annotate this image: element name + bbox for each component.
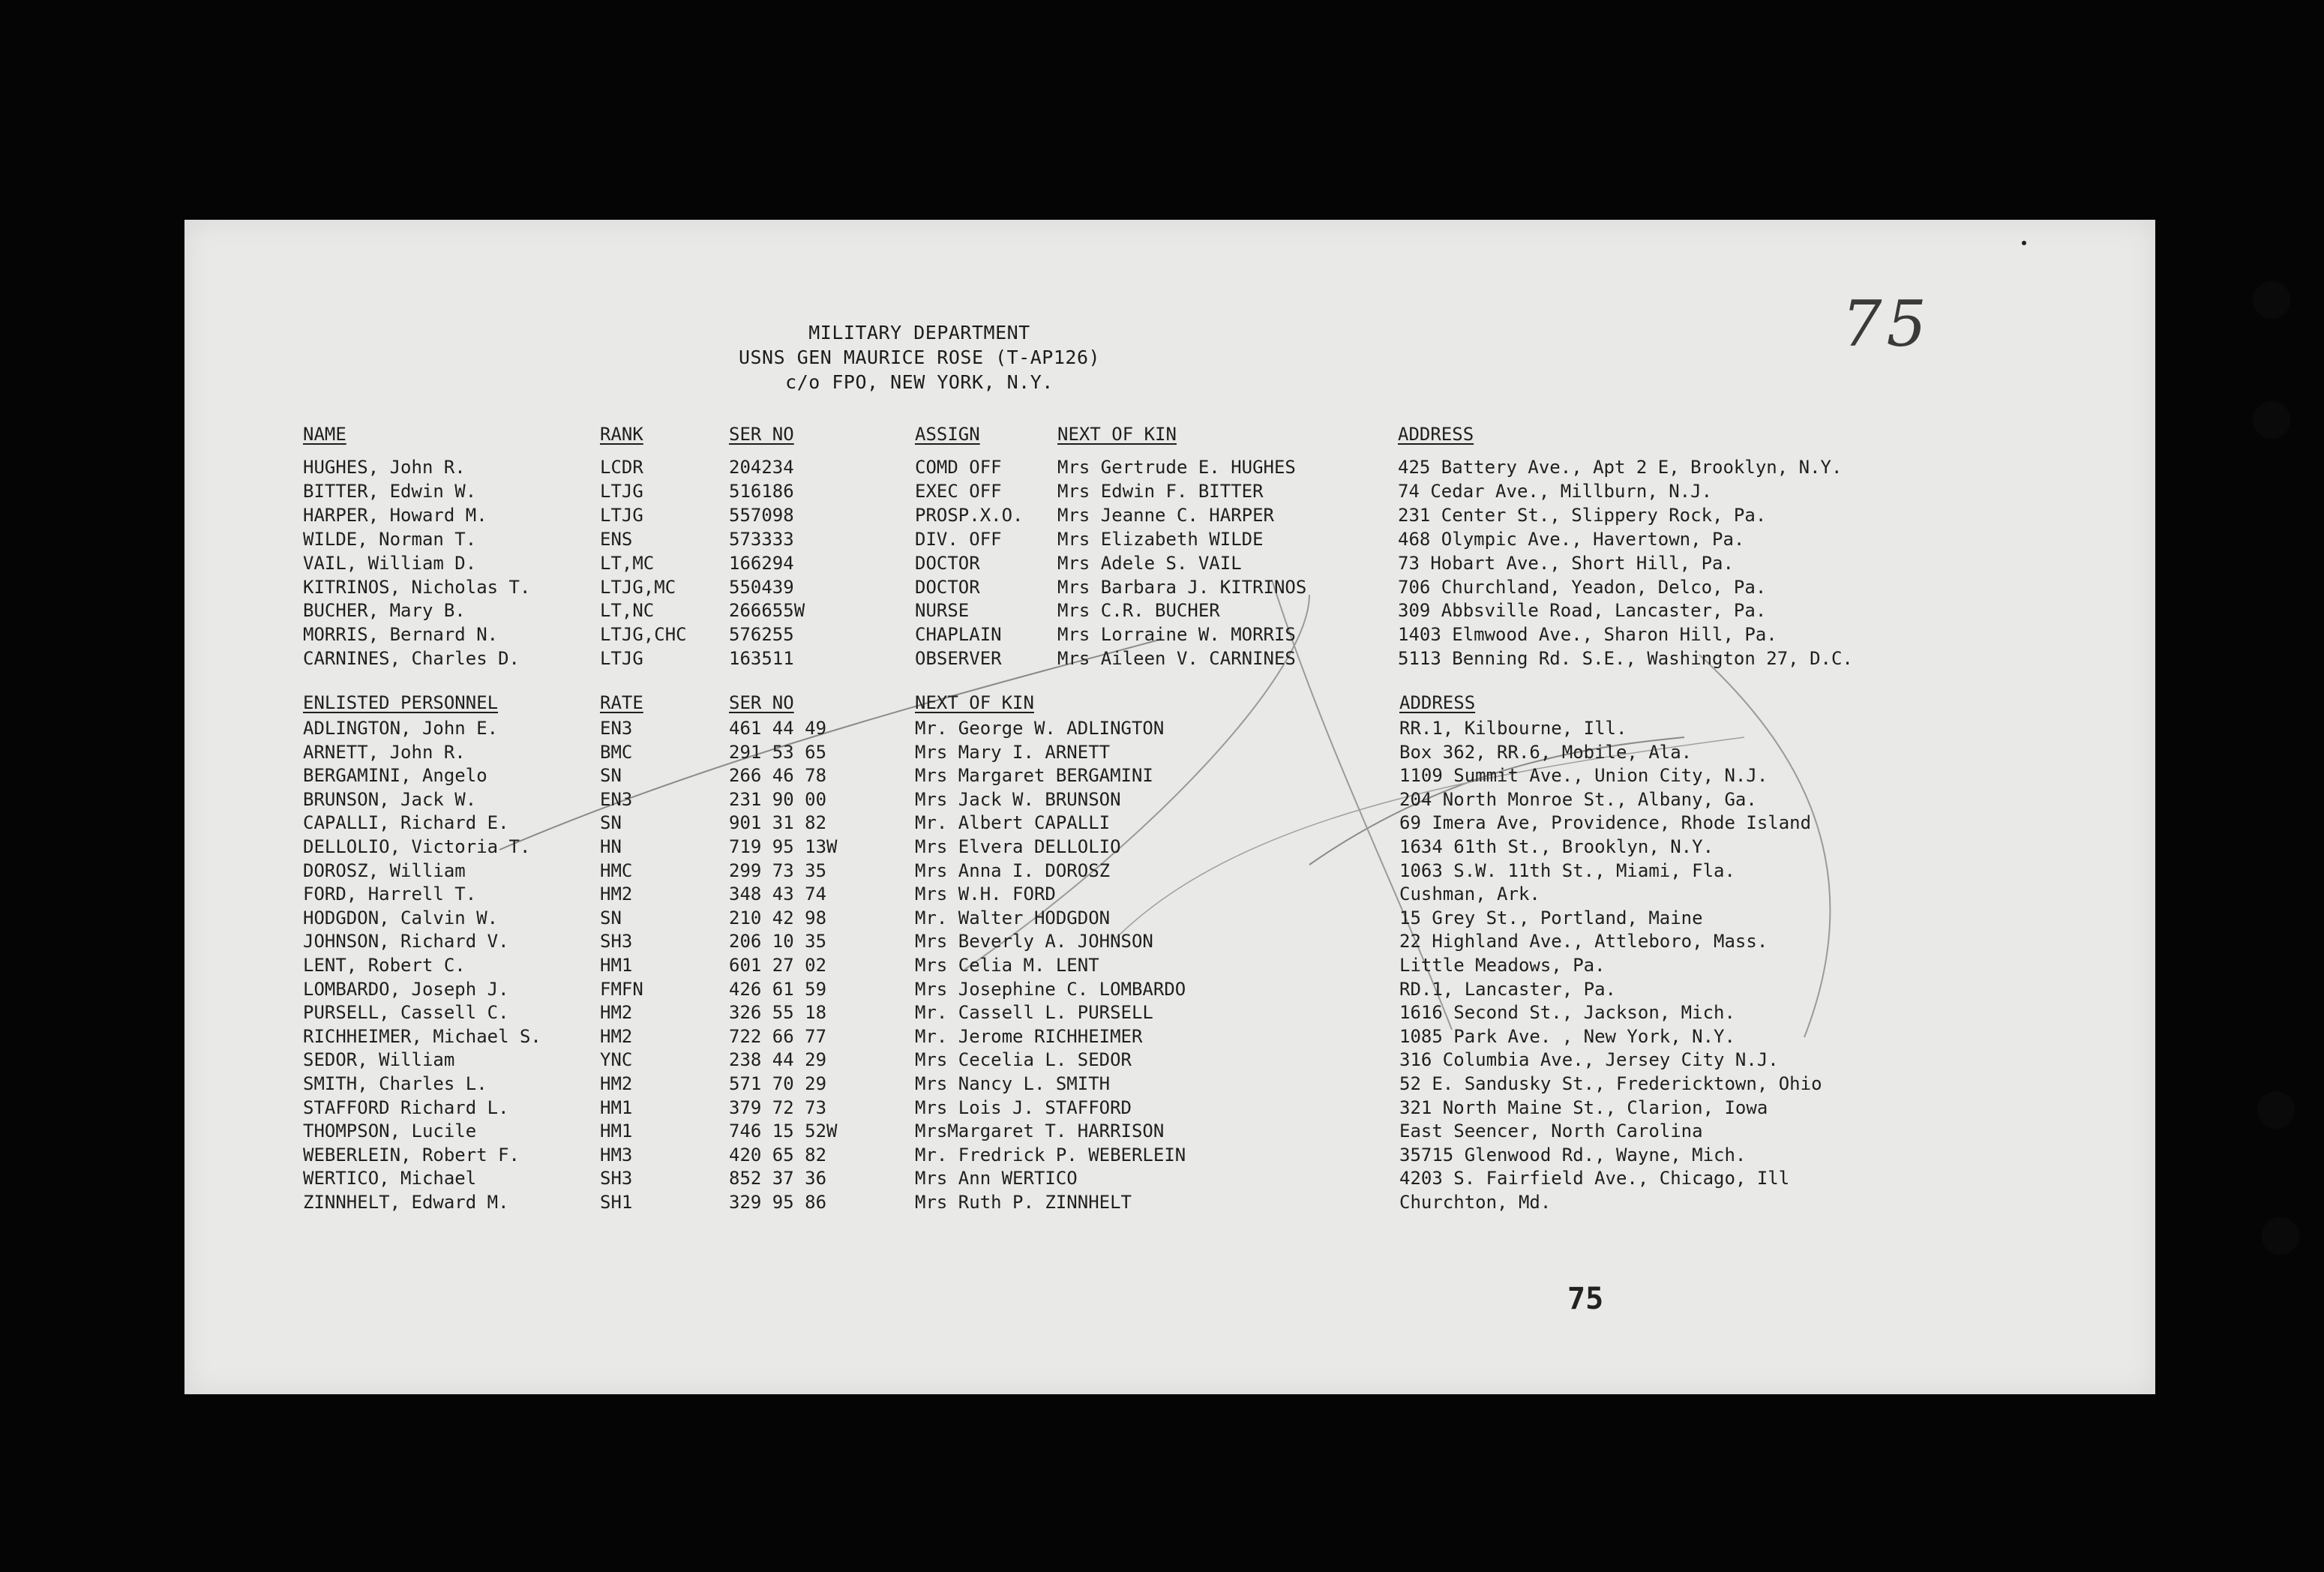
enlisted-address: 1109 Summit Ave., Union City, N.J.	[1399, 765, 1768, 787]
enlisted-header-name: ENLISTED PERSONNEL	[303, 692, 499, 713]
enlisted-address: Box 362, RR.6, Mobile, Ala.	[1399, 741, 1693, 763]
enlisted-name: ARNETT, John R.	[303, 741, 466, 763]
enlisted-ser-no: 901 31 82	[729, 812, 827, 834]
officer-address: 74 Cedar Ave., Millburn, N.J.	[1398, 480, 1713, 502]
enlisted-name: WEBERLEIN, Robert F.	[303, 1144, 520, 1166]
officer-assign: OBSERVER	[915, 648, 1002, 670]
officer-address: 73 Hobart Ave., Short Hill, Pa.	[1398, 552, 1734, 574]
ink-speck	[2022, 241, 2026, 245]
officer-next-of-kin: Mrs Jeanne C. HARPER	[1057, 504, 1274, 526]
enlisted-next-of-kin: Mrs Mary I. ARNETT	[915, 741, 1111, 763]
enlisted-name: HODGDON, Calvin W.	[303, 907, 499, 928]
officer-rank: LT,MC	[600, 552, 655, 574]
enlisted-name: LOMBARDO, Joseph J.	[303, 978, 509, 1000]
officer-assign: DOCTOR	[915, 576, 980, 598]
enlisted-header-ser-no: SER NO	[729, 692, 794, 713]
enlisted-next-of-kin: Mrs Lois J. STAFFORD	[915, 1096, 1132, 1118]
enlisted-next-of-kin: Mr. Fredrick P. WEBERLEIN	[915, 1144, 1186, 1166]
enlisted-next-of-kin: Mrs Beverly A. JOHNSON	[915, 931, 1153, 952]
enlisted-rate: SN	[600, 812, 622, 834]
officer-next-of-kin: Mrs Barbara J. KITRINOS	[1057, 576, 1307, 598]
enlisted-next-of-kin: Mrs Margaret BERGAMINI	[915, 765, 1153, 787]
enlisted-address: 204 North Monroe St., Albany, Ga.	[1399, 788, 1757, 810]
officer-name: HUGHES, John R.	[303, 457, 466, 478]
officer-name: KITRINOS, Nicholas T.	[303, 576, 531, 598]
enlisted-next-of-kin: Mrs Ruth P. ZINNHELT	[915, 1192, 1132, 1213]
officer-name: BUCHER, Mary B.	[303, 600, 466, 622]
enlisted-header-next-of-kin: NEXT OF KIN	[915, 692, 1034, 713]
enlisted-ser-no: 291 53 65	[729, 741, 827, 763]
enlisted-header-rate: RATE	[600, 692, 643, 713]
officers-header-next-of-kin: NEXT OF KIN	[1057, 424, 1177, 445]
enlisted-ser-no: 379 72 73	[729, 1096, 827, 1118]
bottom-page-mark: 75	[1567, 1282, 1604, 1316]
officers-header-rank: RANK	[600, 424, 643, 445]
enlisted-address: 35715 Glenwood Rd., Wayne, Mich.	[1399, 1144, 1747, 1166]
enlisted-next-of-kin: Mrs Cecelia L. SEDOR	[915, 1049, 1132, 1071]
officer-next-of-kin: Mrs Edwin F. BITTER	[1057, 480, 1264, 502]
enlisted-rate: SN	[600, 765, 622, 787]
enlisted-next-of-kin: Mrs Ann WERTICO	[915, 1168, 1078, 1190]
officer-rank: LTJG	[600, 504, 643, 526]
enlisted-ser-no: 601 27 02	[729, 955, 827, 976]
enlisted-ser-no: 326 55 18	[729, 1002, 827, 1024]
officer-address: 231 Center St., Slippery Rock, Pa.	[1398, 504, 1767, 526]
officer-name: VAIL, William D.	[303, 552, 477, 574]
officer-rank: LTJG	[600, 480, 643, 502]
officer-ser-no: 573333	[729, 528, 794, 550]
officer-rank: ENS	[600, 528, 633, 550]
enlisted-address: 1616 Second St., Jackson, Mich.	[1399, 1002, 1735, 1024]
officer-assign: DIV. OFF	[915, 528, 1002, 550]
enlisted-ser-no: 238 44 29	[729, 1049, 827, 1071]
enlisted-name: SEDOR, William	[303, 1049, 455, 1071]
enlisted-rate: EN3	[600, 718, 633, 739]
officer-assign: NURSE	[915, 600, 970, 622]
officer-next-of-kin: Mrs Gertrude E. HUGHES	[1057, 457, 1296, 478]
enlisted-rate: SN	[600, 907, 622, 928]
enlisted-next-of-kin: Mr. Jerome RICHHEIMER	[915, 1025, 1143, 1047]
enlisted-ser-no: 348 43 74	[729, 884, 827, 905]
officer-ser-no: 204234	[729, 457, 794, 478]
enlisted-next-of-kin: Mrs Elvera DELLOLIO	[915, 836, 1121, 857]
enlisted-rate: HM1	[600, 955, 633, 976]
header-address: c/o FPO, NEW YORK, N.Y.	[785, 371, 1054, 393]
enlisted-next-of-kin: Mr. Albert CAPALLI	[915, 812, 1111, 834]
punch-hole-3	[2257, 1091, 2295, 1129]
enlisted-rate: EN3	[600, 788, 633, 810]
enlisted-name: RICHHEIMER, Michael S.	[303, 1025, 541, 1047]
enlisted-next-of-kin: Mrs Nancy L. SMITH	[915, 1073, 1111, 1094]
enlisted-name: PURSELL, Cassell C.	[303, 1002, 509, 1024]
enlisted-rate: SH3	[600, 931, 633, 952]
enlisted-ser-no: 231 90 00	[729, 788, 827, 810]
enlisted-ser-no: 746 15 52W	[729, 1120, 838, 1142]
officer-ser-no: 576255	[729, 624, 794, 646]
officers-header-assign: ASSIGN	[915, 424, 980, 445]
punch-hole-1	[2253, 281, 2290, 319]
officer-next-of-kin: Mrs C.R. BUCHER	[1057, 600, 1220, 622]
officer-rank: LCDR	[600, 457, 643, 478]
enlisted-name: ZINNHELT, Edward M.	[303, 1192, 509, 1213]
enlisted-address: 22 Highland Ave., Attleboro, Mass.	[1399, 931, 1768, 952]
officer-next-of-kin: Mrs Adele S. VAIL	[1057, 552, 1242, 574]
officer-address: 425 Battery Ave., Apt 2 E, Brooklyn, N.Y.	[1398, 457, 1843, 478]
enlisted-next-of-kin: Mrs Anna I. DOROSZ	[915, 860, 1111, 881]
officers-header-address: ADDRESS	[1398, 424, 1474, 445]
officer-name: MORRIS, Bernard N.	[303, 624, 499, 646]
enlisted-name: DELLOLIO, Victoria T.	[303, 836, 531, 857]
enlisted-next-of-kin: Mrs Jack W. BRUNSON	[915, 788, 1121, 810]
enlisted-name: FORD, Harrell T.	[303, 884, 477, 905]
enlisted-address: 1634 61th St., Brooklyn, N.Y.	[1399, 836, 1714, 857]
document-page	[184, 220, 2155, 1394]
enlisted-name: STAFFORD Richard L.	[303, 1096, 509, 1118]
enlisted-name: JOHNSON, Richard V.	[303, 931, 509, 952]
officer-ser-no: 550439	[729, 576, 794, 598]
officer-next-of-kin: Mrs Lorraine W. MORRIS	[1057, 624, 1296, 646]
enlisted-name: BRUNSON, Jack W.	[303, 788, 477, 810]
officer-assign: EXEC OFF	[915, 480, 1002, 502]
officer-address: 1403 Elmwood Ave., Sharon Hill, Pa.	[1398, 624, 1777, 646]
enlisted-name: SMITH, Charles L.	[303, 1073, 487, 1094]
officer-ser-no: 163511	[729, 648, 794, 670]
officer-ser-no: 266655W	[729, 600, 805, 622]
enlisted-rate: HM2	[600, 884, 633, 905]
enlisted-address: 321 North Maine St., Clarion, Iowa	[1399, 1096, 1768, 1118]
enlisted-next-of-kin: Mrs Celia M. LENT	[915, 955, 1099, 976]
enlisted-rate: HN	[600, 836, 622, 857]
enlisted-rate: BMC	[600, 741, 633, 763]
enlisted-rate: FMFN	[600, 978, 643, 1000]
enlisted-rate: HM1	[600, 1096, 633, 1118]
enlisted-address: 4203 S. Fairfield Ave., Chicago, Ill	[1399, 1168, 1790, 1190]
enlisted-ser-no: 722 66 77	[729, 1025, 827, 1047]
enlisted-next-of-kin: Mr. Walter HODGDON	[915, 907, 1111, 928]
officer-next-of-kin: Mrs Aileen V. CARNINES	[1057, 648, 1296, 670]
enlisted-ser-no: 329 95 86	[729, 1192, 827, 1213]
enlisted-rate: HM2	[600, 1025, 633, 1047]
enlisted-next-of-kin: Mrs Josephine C. LOMBARDO	[915, 978, 1186, 1000]
officer-assign: CHAPLAIN	[915, 624, 1002, 646]
enlisted-ser-no: 852 37 36	[729, 1168, 827, 1190]
enlisted-header-address: ADDRESS	[1399, 692, 1476, 713]
officer-name: HARPER, Howard M.	[303, 504, 487, 526]
enlisted-rate: SH1	[600, 1192, 633, 1213]
enlisted-ser-no: 420 65 82	[729, 1144, 827, 1166]
enlisted-rate: HMC	[600, 860, 633, 881]
punch-hole-4	[2262, 1217, 2299, 1255]
enlisted-next-of-kin: Mr. Cassell L. PURSELL	[915, 1002, 1153, 1024]
enlisted-rate: HM2	[600, 1073, 633, 1094]
enlisted-ser-no: 210 42 98	[729, 907, 827, 928]
header-department: MILITARY DEPARTMENT	[808, 322, 1030, 344]
enlisted-next-of-kin: Mrs W.H. FORD	[915, 884, 1056, 905]
header-ship: USNS GEN MAURICE ROSE (T-AP126)	[738, 346, 1101, 368]
enlisted-name: BERGAMINI, Angelo	[303, 765, 487, 787]
enlisted-name: CAPALLI, Richard E.	[303, 812, 509, 834]
enlisted-address: 52 E. Sandusky St., Fredericktown, Ohio	[1399, 1073, 1822, 1094]
officer-ser-no: 166294	[729, 552, 794, 574]
officer-rank: LT,NC	[600, 600, 655, 622]
enlisted-ser-no: 299 73 35	[729, 860, 827, 881]
officer-address: 706 Churchland, Yeadon, Delco, Pa.	[1398, 576, 1767, 598]
enlisted-address: Cushman, Ark.	[1399, 884, 1540, 905]
enlisted-name: THOMPSON, Lucile	[303, 1120, 477, 1142]
punch-hole-2	[2253, 401, 2290, 439]
enlisted-address: RD.1, Lancaster, Pa.	[1399, 978, 1616, 1000]
officer-name: CARNINES, Charles D.	[303, 648, 520, 670]
enlisted-rate: HM2	[600, 1002, 633, 1024]
officer-assign: DOCTOR	[915, 552, 980, 574]
enlisted-ser-no: 206 10 35	[729, 931, 827, 952]
enlisted-ser-no: 426 61 59	[729, 978, 827, 1000]
enlisted-ser-no: 266 46 78	[729, 765, 827, 787]
enlisted-ser-no: 461 44 49	[729, 718, 827, 739]
enlisted-rate: HM3	[600, 1144, 633, 1166]
officer-ser-no: 516186	[729, 480, 794, 502]
enlisted-rate: HM1	[600, 1120, 633, 1142]
officer-address: 468 Olympic Ave., Havertown, Pa.	[1398, 528, 1745, 550]
pencil-marks	[184, 220, 2155, 1394]
enlisted-address: RR.1, Kilbourne, Ill.	[1399, 718, 1627, 739]
enlisted-ser-no: 719 95 13W	[729, 836, 838, 857]
officer-address: 5113 Benning Rd. S.E., Washington 27, D.C.	[1398, 648, 1853, 670]
enlisted-address: East Seencer, North Carolina	[1399, 1120, 1703, 1142]
officer-assign: PROSP.X.O.	[915, 504, 1024, 526]
enlisted-next-of-kin: MrsMargaret T. HARRISON	[915, 1120, 1165, 1142]
enlisted-name: DOROSZ, William	[303, 860, 466, 881]
officer-next-of-kin: Mrs Elizabeth WILDE	[1057, 528, 1264, 550]
enlisted-address: Churchton, Md.	[1399, 1192, 1552, 1213]
enlisted-ser-no: 571 70 29	[729, 1073, 827, 1094]
enlisted-address: 1085 Park Ave. , New York, N.Y.	[1399, 1025, 1735, 1047]
officers-header-name: NAME	[303, 424, 346, 445]
handwritten-page-number: 75	[1842, 287, 1931, 361]
enlisted-address: 15 Grey St., Portland, Maine	[1399, 907, 1703, 928]
enlisted-next-of-kin: Mr. George W. ADLINGTON	[915, 718, 1165, 739]
enlisted-address: Little Meadows, Pa.	[1399, 955, 1606, 976]
enlisted-rate: YNC	[600, 1049, 633, 1071]
officer-rank: LTJG,MC	[600, 576, 676, 598]
officer-ser-no: 557098	[729, 504, 794, 526]
officers-header-ser-no: SER NO	[729, 424, 794, 445]
enlisted-address: 316 Columbia Ave., Jersey City N.J.	[1399, 1049, 1779, 1071]
enlisted-rate: SH3	[600, 1168, 633, 1190]
enlisted-name: LENT, Robert C.	[303, 955, 466, 976]
officer-address: 309 Abbsville Road, Lancaster, Pa.	[1398, 600, 1767, 622]
enlisted-address: 69 Imera Ave, Providence, Rhode Island	[1399, 812, 1812, 834]
officer-name: BITTER, Edwin W.	[303, 480, 477, 502]
enlisted-name: WERTICO, Michael	[303, 1168, 477, 1190]
officer-name: WILDE, Norman T.	[303, 528, 477, 550]
enlisted-name: ADLINGTON, John E.	[303, 718, 499, 739]
officer-rank: LTJG	[600, 648, 643, 670]
enlisted-address: 1063 S.W. 11th St., Miami, Fla.	[1399, 860, 1735, 881]
officer-rank: LTJG,CHC	[600, 624, 687, 646]
officer-assign: COMD OFF	[915, 457, 1002, 478]
